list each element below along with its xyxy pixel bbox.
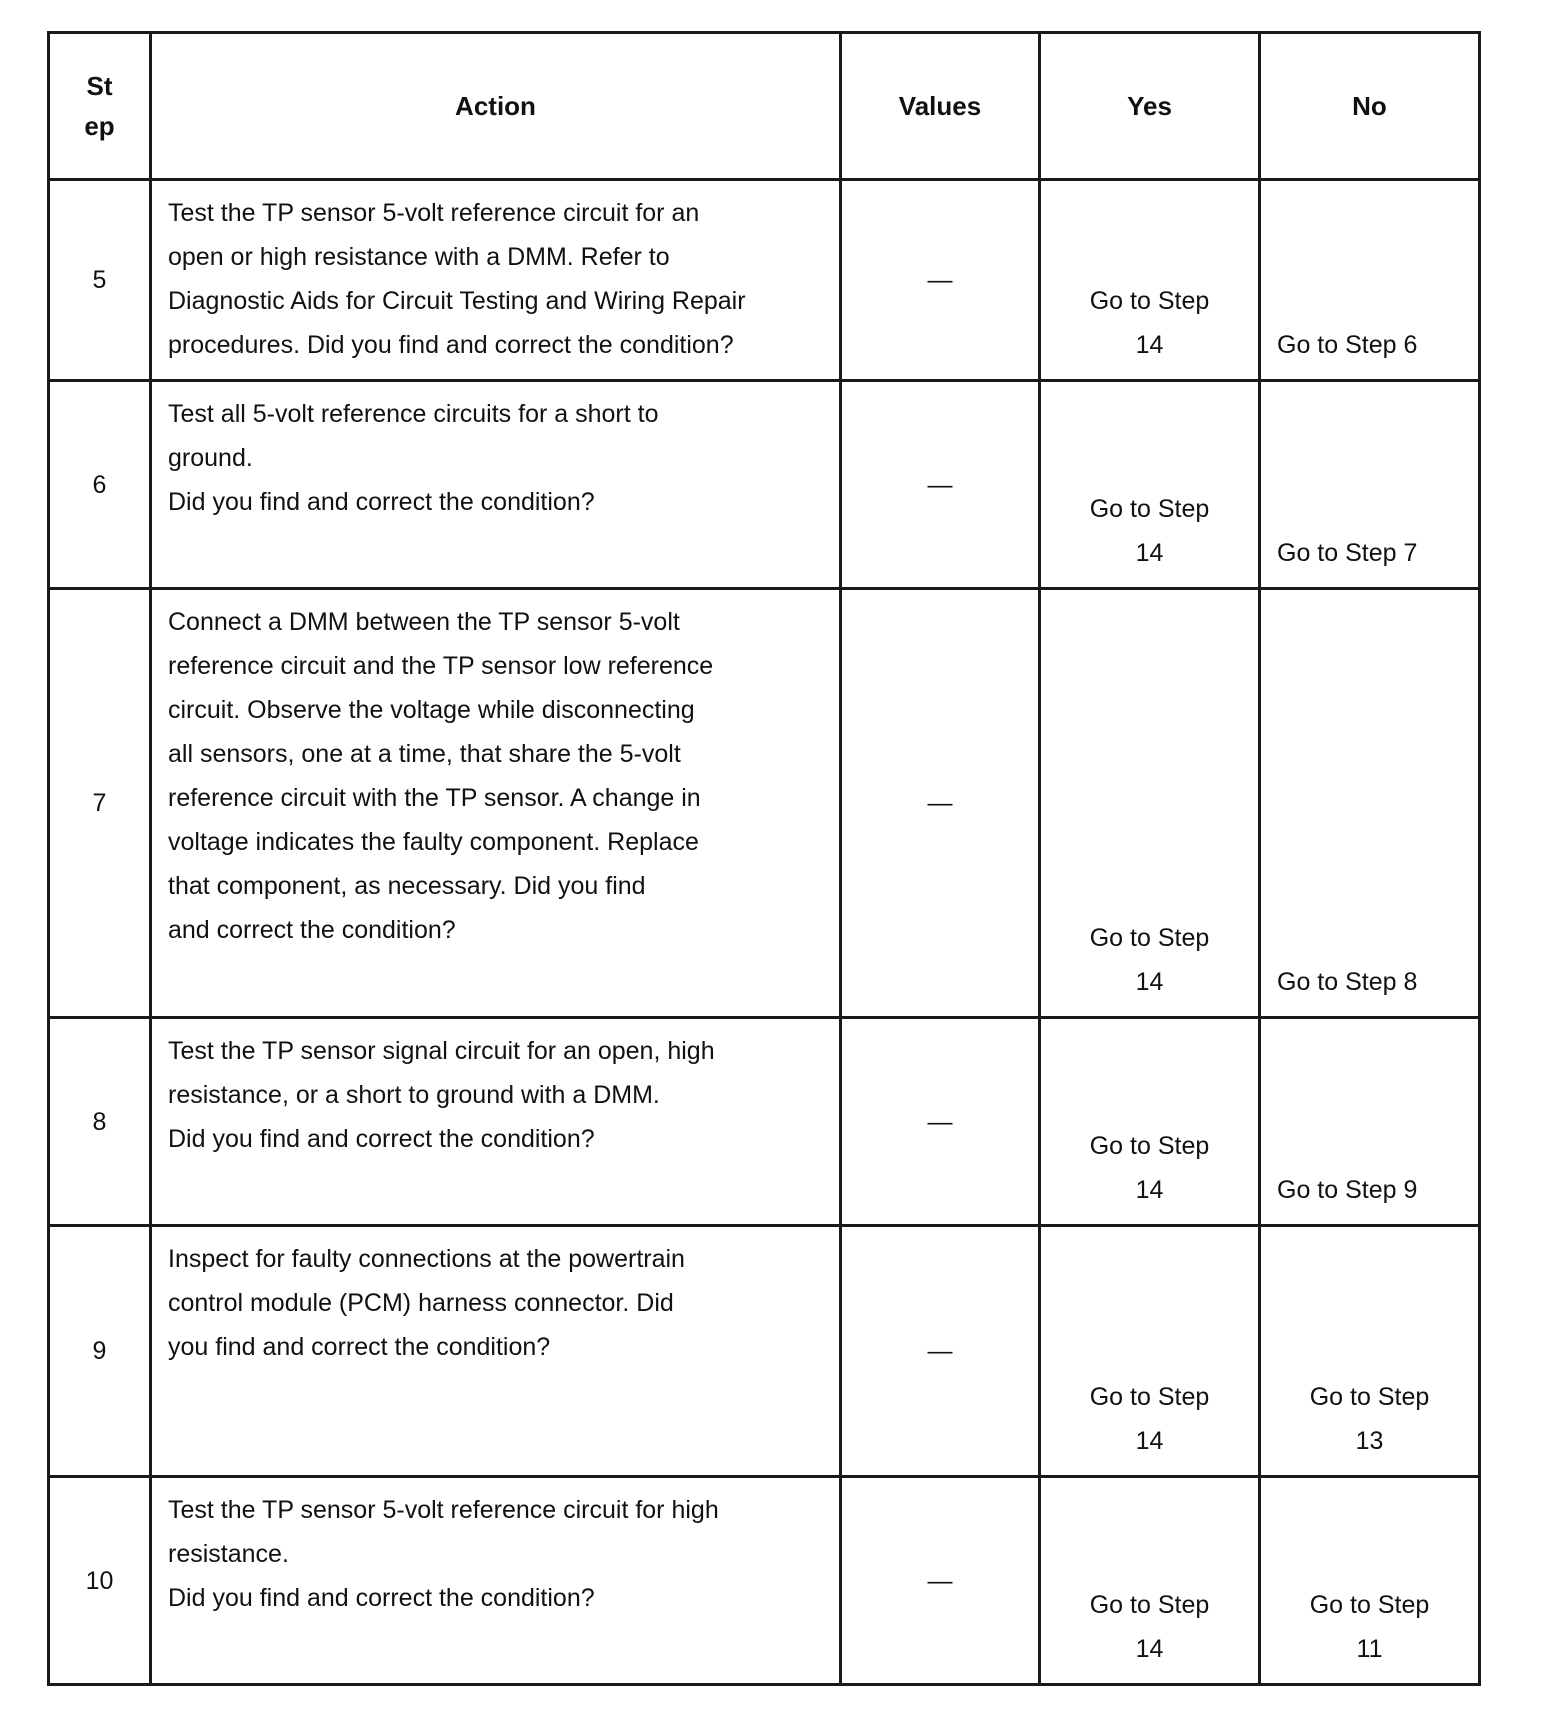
no-destination bbox=[1260, 180, 1480, 381]
no-destination-text: Go to Step 6 bbox=[1277, 331, 1418, 359]
table-row bbox=[49, 1226, 1480, 1477]
no-destination bbox=[1260, 1226, 1480, 1477]
no-destination-text: Go to Step 11 bbox=[1309, 1591, 1430, 1663]
table-row bbox=[49, 381, 1480, 589]
yes-destination bbox=[1040, 180, 1260, 381]
no-destination bbox=[1260, 1477, 1480, 1685]
step-number: 9 bbox=[49, 1226, 151, 1477]
values-cell: — bbox=[841, 1018, 1040, 1226]
no-destination-text: Go to Step 7 bbox=[1277, 539, 1418, 567]
step-number: 7 bbox=[49, 589, 151, 1018]
table-row bbox=[49, 1477, 1480, 1685]
action-text: Test the TP sensor 5-volt reference circuit for an open or high resistance with a DMM. Refer to Diagnostic Aids for Circuit Testing and Wiring Repair procedures. Did you find and correct the condition? bbox=[151, 180, 841, 381]
yes-destination-text: Go to Step 14 bbox=[1089, 287, 1210, 359]
step-number: 6 bbox=[49, 381, 151, 589]
values-cell: — bbox=[841, 180, 1040, 381]
step-number: 8 bbox=[49, 1018, 151, 1226]
table-row bbox=[49, 589, 1480, 1018]
yes-destination bbox=[1040, 381, 1260, 589]
values-cell: — bbox=[841, 1226, 1040, 1477]
table-row bbox=[49, 180, 1480, 381]
yes-destination-text: Go to Step 14 bbox=[1089, 1132, 1210, 1204]
no-destination bbox=[1260, 1018, 1480, 1226]
step-number: 5 bbox=[49, 180, 151, 381]
header-step: St ep bbox=[49, 33, 151, 180]
values-cell: — bbox=[841, 589, 1040, 1018]
no-destination-text: Go to Step 13 bbox=[1309, 1383, 1430, 1455]
no-destination-text: Go to Step 8 bbox=[1277, 968, 1418, 996]
no-destination bbox=[1260, 589, 1480, 1018]
action-text: Test the TP sensor signal circuit for an open, high resistance, or a short to ground with a DMM. Did you find and correct the condition? bbox=[151, 1018, 841, 1226]
step-number: 10 bbox=[49, 1477, 151, 1685]
table-row bbox=[49, 1018, 1480, 1226]
header-values: Values bbox=[841, 33, 1040, 180]
no-destination bbox=[1260, 381, 1480, 589]
yes-destination bbox=[1040, 1018, 1260, 1226]
yes-destination bbox=[1040, 1226, 1260, 1477]
yes-destination-text: Go to Step 14 bbox=[1089, 1591, 1210, 1663]
header-yes: Yes bbox=[1040, 33, 1260, 180]
action-text: Test all 5-volt reference circuits for a short to ground. Did you find and correct the condition? bbox=[151, 381, 841, 589]
yes-destination-text: Go to Step 14 bbox=[1089, 1383, 1210, 1455]
header-row bbox=[49, 33, 1480, 180]
values-cell: — bbox=[841, 1477, 1040, 1685]
header-no: No bbox=[1260, 33, 1480, 180]
diagnostic-table bbox=[47, 31, 1481, 1686]
header-action: Action bbox=[151, 33, 841, 180]
no-destination-text: Go to Step 9 bbox=[1277, 1176, 1418, 1204]
yes-destination-text: Go to Step 14 bbox=[1089, 495, 1210, 567]
action-text: Test the TP sensor 5-volt reference circuit for high resistance. Did you find and correct the condition? bbox=[151, 1477, 841, 1685]
action-text: Inspect for faulty connections at the powertrain control module (PCM) harness connector. Did you find and correct the condition? bbox=[151, 1226, 841, 1477]
yes-destination bbox=[1040, 1477, 1260, 1685]
yes-destination bbox=[1040, 589, 1260, 1018]
action-text: Connect a DMM between the TP sensor 5-volt reference circuit and the TP sensor low reference circuit. Observe the voltage while disconnecting all sensors, one at a time, that share the 5-volt reference circuit with the TP sensor. A change in voltage indicates the faulty component. Replace that component, as necessary. Did you find and correct the condition? bbox=[151, 589, 841, 1018]
values-cell: — bbox=[841, 381, 1040, 589]
yes-destination-text: Go to Step 14 bbox=[1089, 924, 1210, 996]
